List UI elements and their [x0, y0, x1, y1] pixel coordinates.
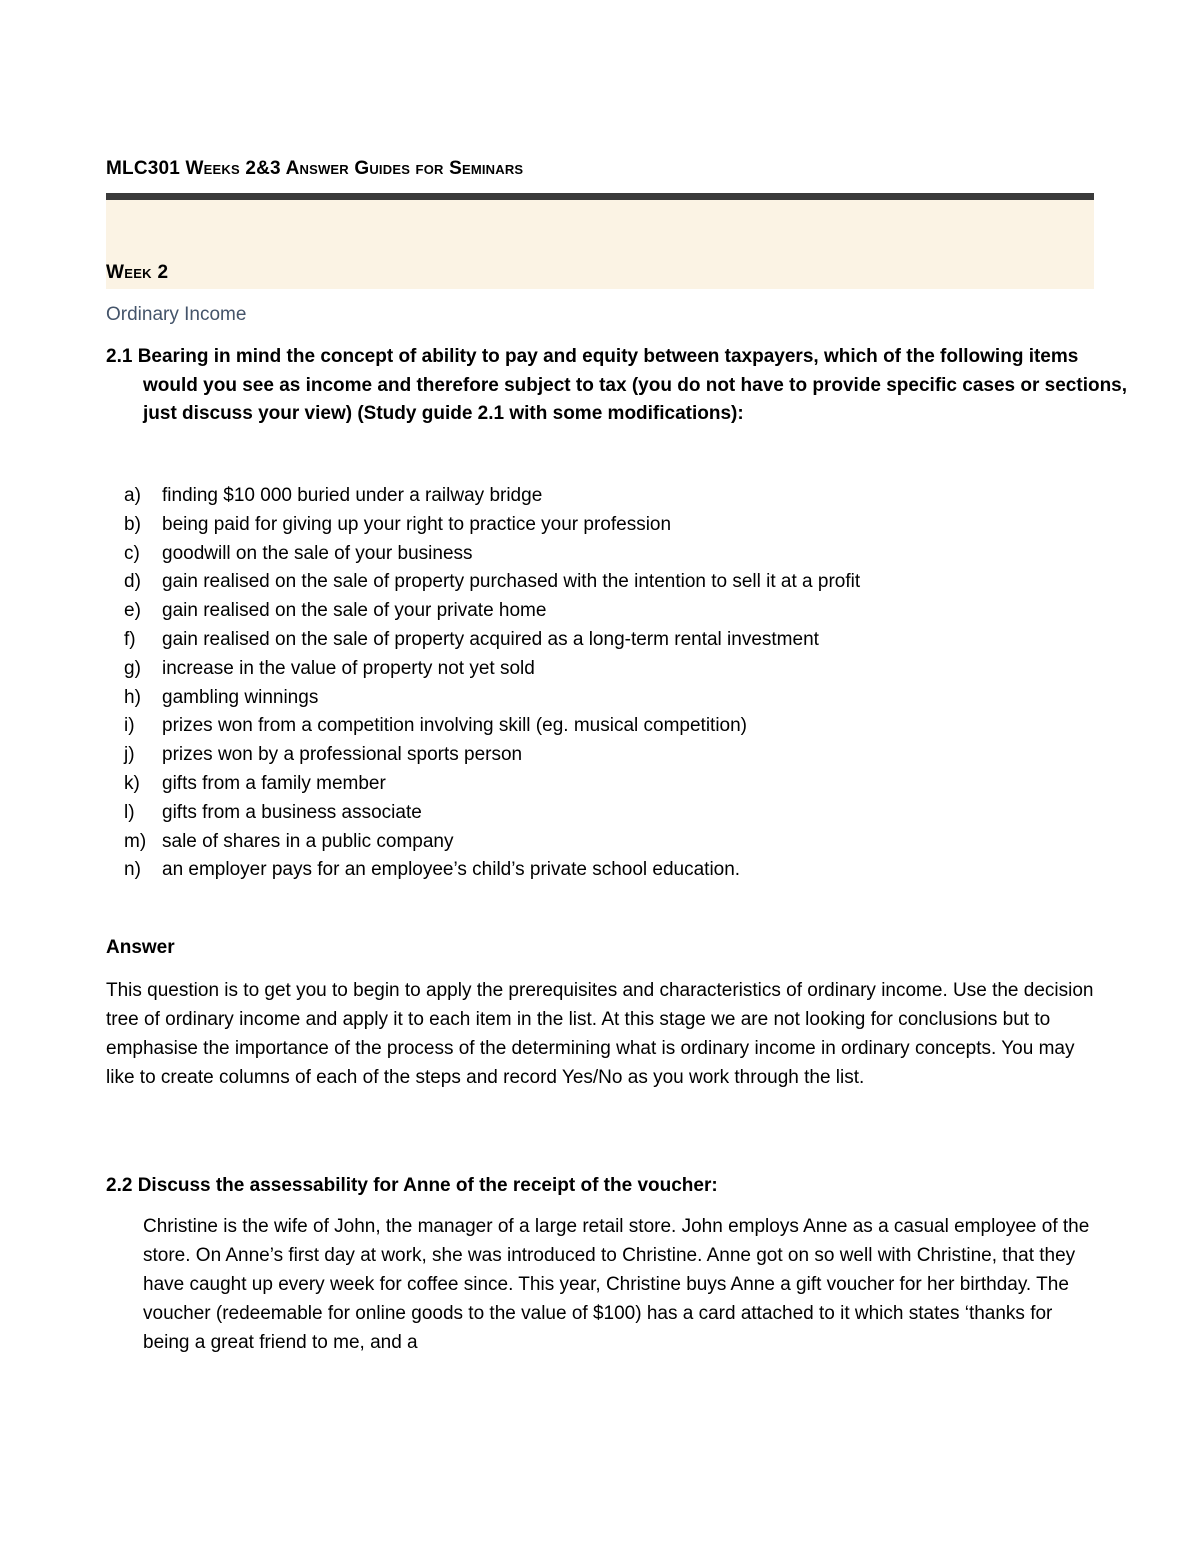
list-item-marker: i)	[124, 715, 135, 737]
list-item-text: gain realised on the sale of property purchased with the intention to sell it at a profit	[162, 571, 861, 593]
shaded-header-band	[106, 200, 1094, 289]
list-item-text: gain realised on the sale of your private home	[162, 600, 547, 622]
list-item-text: gambling winnings	[162, 686, 319, 708]
list-item-text: increase in the value of property not yet sold	[162, 657, 535, 679]
list-item-text: gifts from a family member	[162, 772, 386, 794]
list-item	[124, 655, 860, 684]
list-item	[124, 540, 860, 569]
question-text: Bearing in mind the concept of ability to pay and equity between taxpayers, which of the following items would you see as income and therefore subject to tax (you do not have to provide specific cases or sections, just discuss your view) (Study guide 2.1 with some modifications):	[137, 346, 1128, 424]
list-item-marker: j)	[124, 744, 135, 766]
list-item-text: being paid for giving up your right to practice your profession	[162, 513, 672, 535]
list-item	[124, 828, 860, 857]
list-item-marker: g)	[124, 657, 141, 679]
section-subtitle: Ordinary Income	[106, 304, 247, 325]
list-item	[124, 626, 860, 655]
scenario-paragraph: Christine is the wife of John, the manager of a large retail store. John employs Anne as a casual employee of the store. On Anne’s first day at work, she was introduced to Christine. Anne got on so well with Christine, that they have caught up every week for coffee since. This year, Christine buys Anne a gift voucher for her birthday. The voucher (redeemable for online goods to the value of $100) has a card attached to it which states ‘thanks for being a great friend to me, and a	[143, 1216, 1090, 1353]
list-item-marker: m)	[124, 830, 147, 852]
question-text: Discuss the assessability for Anne of the receipt of the voucher:	[137, 1175, 718, 1196]
list-item-marker: l)	[124, 801, 135, 823]
list-item-marker: k)	[124, 772, 140, 794]
list-item-text: prizes won by a professional sports person	[162, 744, 523, 766]
list-item-text: gifts from a business associate	[162, 801, 422, 823]
list-item	[124, 799, 860, 828]
question-number: 2.2	[106, 1175, 133, 1196]
week-heading: Week 2	[106, 262, 169, 283]
answer-heading: Answer	[106, 937, 175, 958]
list-item-marker: b)	[124, 513, 141, 535]
list-item-text: gain realised on the sale of property acquired as a long-term rental investment	[162, 628, 819, 650]
question-number: 2.1	[106, 346, 133, 367]
list-item	[124, 511, 860, 540]
list-item	[124, 712, 860, 741]
list-item-text: goodwill on the sale of your business	[162, 542, 473, 564]
list-item-marker: d)	[124, 571, 141, 593]
list-item-text: sale of shares in a public company	[162, 830, 454, 852]
question-2-1	[106, 343, 1133, 429]
list-item	[124, 482, 860, 511]
list-item-marker: h)	[124, 686, 141, 708]
question-items-list	[124, 482, 860, 885]
list-item	[124, 856, 860, 885]
list-item-text: an employer pays for an employee’s child’s private school education.	[162, 859, 741, 881]
list-item-marker: e)	[124, 600, 141, 622]
list-item	[124, 770, 860, 799]
list-item-marker: c)	[124, 542, 140, 564]
question-2-2	[106, 1172, 1133, 1201]
answer-body: This question is to get you to begin to apply the prerequisites and characteristics of ordinary income. Use the decision tree of ordinary income and apply it to each item in the list. At this stage we are not looking for conclusions but to emphasise the importance of the process of the determining what is ordinary income in ordinary concepts. You may like to create columns of each of the steps and record Yes/No as you work through the list.	[106, 980, 1094, 1088]
list-item	[124, 741, 860, 770]
list-item	[124, 597, 860, 626]
list-item-text: prizes won from a competition involving skill (eg. musical competition)	[162, 715, 748, 737]
list-item	[124, 568, 860, 597]
document-title: MLC301 Weeks 2&3 Answer Guides for Seminars	[106, 158, 524, 179]
list-item	[124, 684, 860, 713]
title-divider	[106, 193, 1094, 200]
list-item-marker: a)	[124, 485, 141, 506]
list-item-marker: n)	[124, 859, 141, 881]
list-item-text: finding $10 000 buried under a railway bridge	[162, 485, 543, 506]
list-item-marker: f)	[124, 628, 136, 650]
